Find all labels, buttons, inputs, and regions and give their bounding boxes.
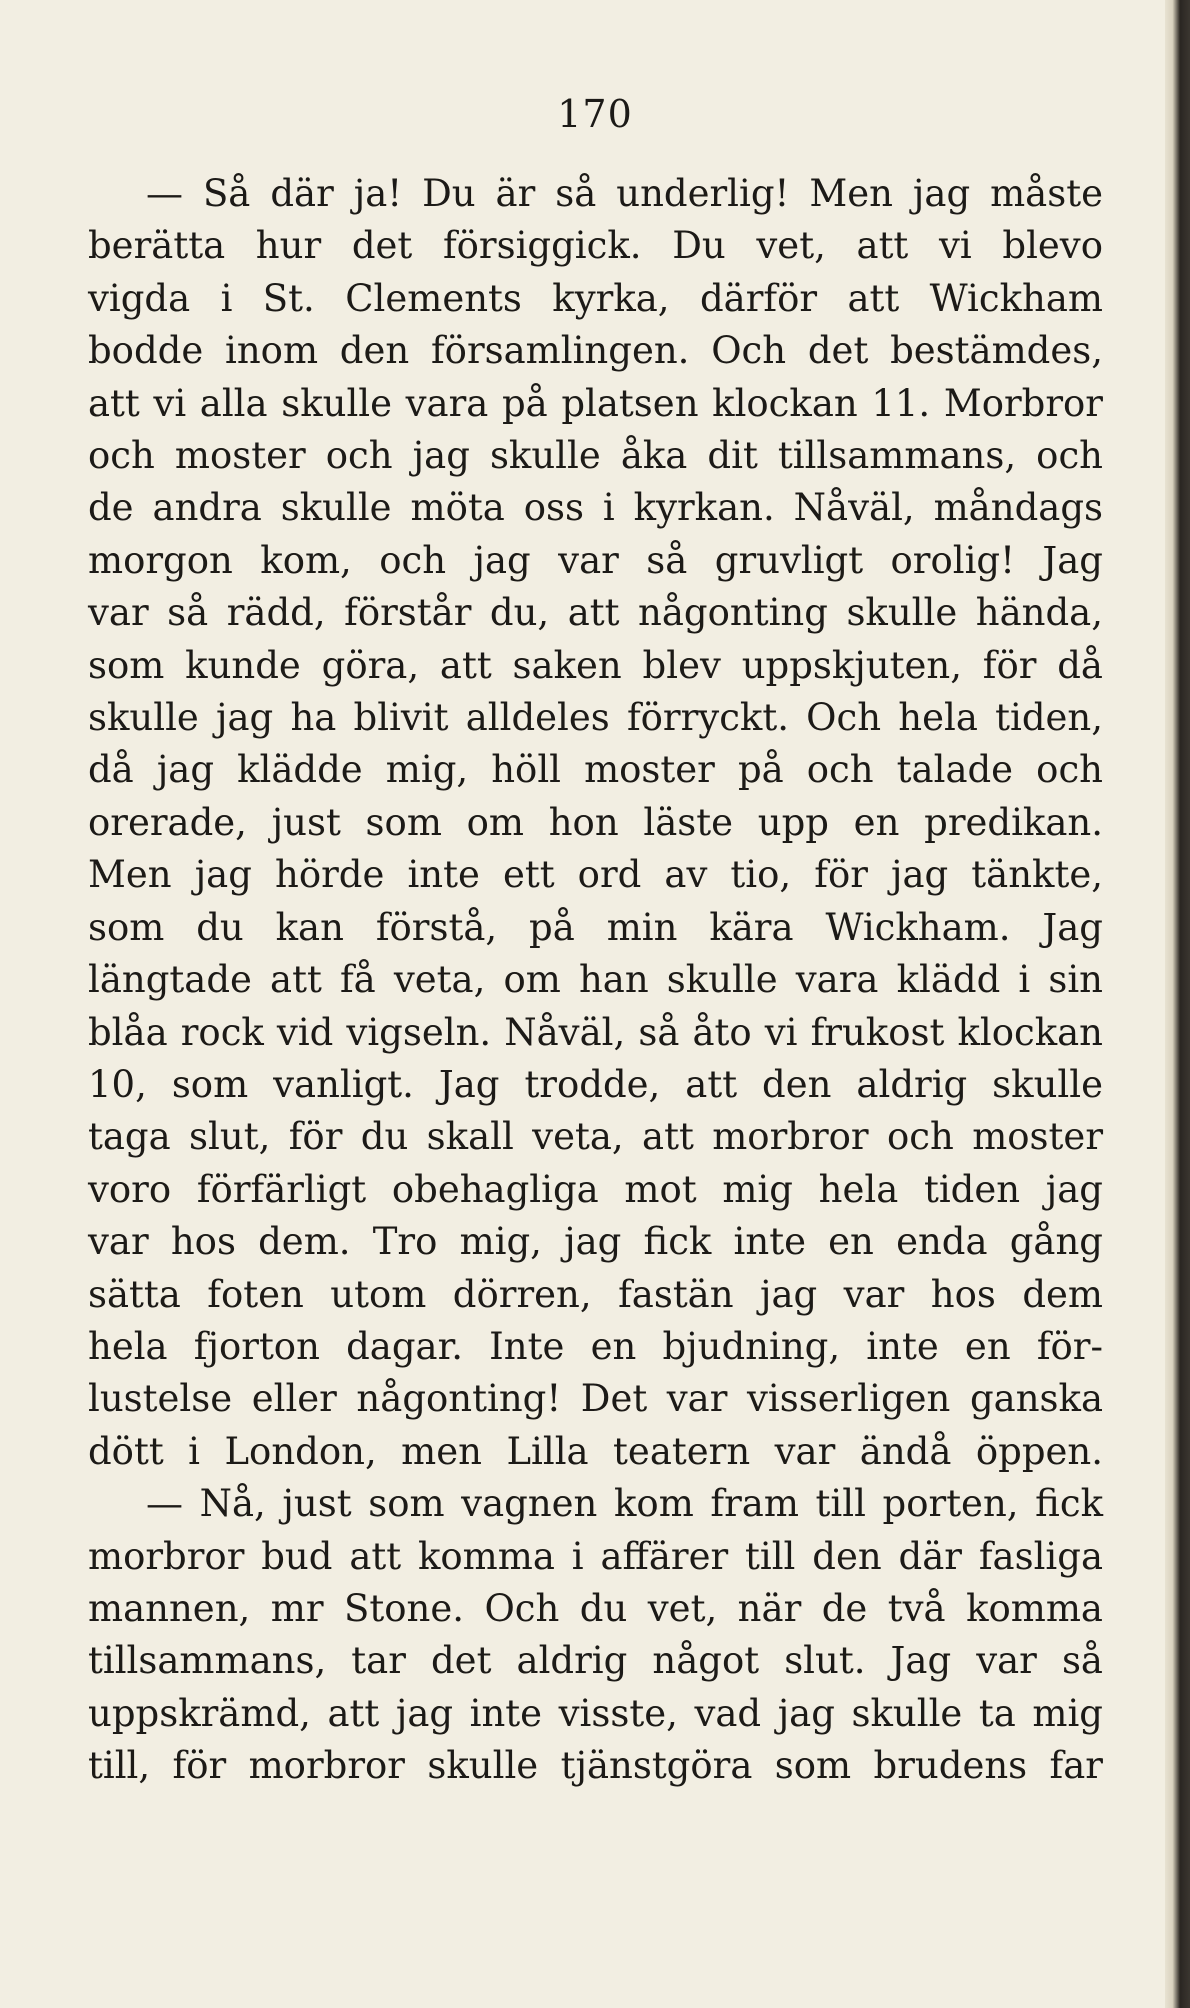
text-line: morbror bud att komma i affärer till den där fasliga xyxy=(88,1534,1103,1578)
text-line: som kunde göra, att saken blev uppskjuten, för då xyxy=(88,643,1103,687)
text-line: — Så där ja! Du är så underlig! Men jag måste xyxy=(146,172,1103,215)
text-line: Men jag hörde inte ett ord av tio, för jag tänkte, xyxy=(88,853,1103,897)
text-line: att vi alla skulle vara på platsen klockan 11. Morbror xyxy=(88,381,1103,425)
text-line: taga slut, för du skall veta, att morbror och moster xyxy=(88,1115,1103,1159)
text-line: hela fjorton dagar. Inte en bjudning, inte en för- xyxy=(88,1324,1103,1368)
text-line: var hos dem. Tro mig, jag fick inte en enda gång xyxy=(88,1220,1103,1264)
text-line: orerade, just som om hon läste upp en predikan. xyxy=(88,800,1103,844)
body-text xyxy=(88,168,1103,1793)
text-line: 10, som vanligt. Jag trodde, att den aldrig skulle xyxy=(88,1062,1103,1106)
text-line: voro förfärligt obehagliga mot mig hela tiden jag xyxy=(88,1167,1103,1211)
text-line: bodde inom den församlingen. Och det bestämdes, xyxy=(88,329,1103,373)
text-line: — Nå, just som vagnen kom fram till porten, fick xyxy=(146,1482,1103,1526)
text-line: lustelse eller någonting! Det var visserligen ganska xyxy=(88,1377,1103,1421)
text-line: längtade att få veta, om han skulle vara klädd i sin xyxy=(88,958,1103,1002)
text-line: uppskrämd, att jag inte visste, vad jag skulle ta mig xyxy=(88,1691,1103,1735)
page-number: 170 xyxy=(557,92,633,136)
text-line: sätta foten utom dörren, fastän jag var hos dem xyxy=(88,1272,1103,1316)
text-line: tillsammans, tar det aldrig något slut. Jag var så xyxy=(88,1639,1103,1683)
text-line: de andra skulle möta oss i kyrkan. Nåväl, måndags xyxy=(88,486,1103,530)
page-edge xyxy=(1165,0,1190,2008)
text-line: var så rädd, förstår du, att någonting skulle hända, xyxy=(88,591,1103,635)
text-line: blåa rock vid vigseln. Nåväl, så åto vi frukost klockan xyxy=(88,1010,1103,1054)
text-line: vigda i St. Clements kyrka, därför att Wickham xyxy=(88,276,1103,320)
text-line: då jag klädde mig, höll moster på och talade och xyxy=(88,748,1103,792)
text-line: berätta hur det försiggick. Du vet, att vi blevo xyxy=(88,224,1103,268)
text-line: dött i London, men Lilla teatern var ändå öppen. xyxy=(88,1429,1103,1473)
text-line: mannen, mr Stone. Och du vet, när de två komma xyxy=(88,1586,1103,1630)
text-line: till, för morbror skulle tjänstgöra som brudens far xyxy=(88,1744,1103,1788)
text-line: morgon kom, och jag var så gruvligt orolig! Jag xyxy=(88,538,1103,582)
text-line: skulle jag ha blivit alldeles förryckt. Och hela tiden, xyxy=(88,696,1103,740)
text-line: och moster och jag skulle åka dit tillsammans, och xyxy=(88,434,1103,478)
text-line: som du kan förstå, på min kära Wickham. Jag xyxy=(88,905,1103,949)
